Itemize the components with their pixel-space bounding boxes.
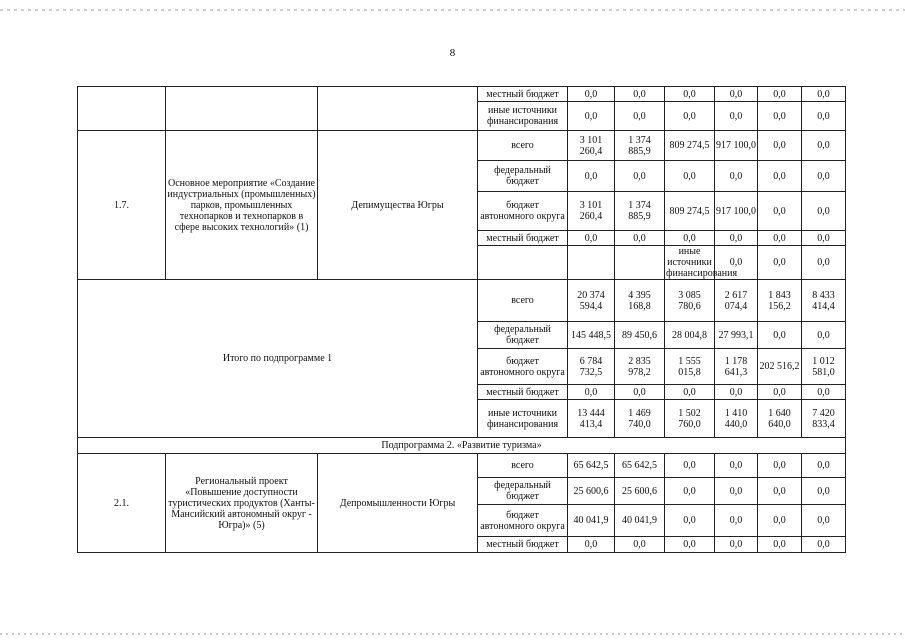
- source-label: федеральный бюджет: [478, 478, 568, 505]
- page-number: 8: [449, 47, 456, 59]
- source-label: федеральный бюджет: [478, 161, 568, 192]
- value-cell: 1 640 640,0: [758, 400, 802, 438]
- value-cell: 0,0: [802, 192, 846, 231]
- value-cell: 0,0: [802, 505, 846, 537]
- source-label: местный бюджет: [478, 87, 568, 102]
- source-label: всего: [478, 280, 568, 322]
- value-cell: 0,0: [715, 246, 758, 280]
- value-cell: 0,0: [568, 537, 615, 553]
- section-number: 2.1.: [78, 454, 166, 553]
- value-cell: 0,0: [568, 231, 615, 246]
- value-cell: 0,0: [615, 161, 665, 192]
- value-cell: 0,0: [665, 537, 715, 553]
- value-cell: 809 274,5: [665, 192, 715, 231]
- value-cell: 917 100,0: [715, 192, 758, 231]
- value-cell: 917 100,0: [715, 131, 758, 161]
- value-cell: 0,0: [665, 161, 715, 192]
- value-cell: 0,0: [665, 478, 715, 505]
- source-label: иные источники финансирования: [666, 246, 738, 279]
- value-cell: 1 555 015,8: [665, 349, 715, 385]
- value-cell: 0,0: [758, 478, 802, 505]
- value-cell: 0,0: [715, 161, 758, 192]
- value-cell: 0,0: [715, 537, 758, 553]
- value-cell: 1 374 885,9: [615, 192, 665, 231]
- value-cell: 0,0: [615, 385, 665, 400]
- value-cell: 0,0: [758, 102, 802, 131]
- value-cell: 0,0: [568, 161, 615, 192]
- value-cell: 1 502 760,0: [665, 400, 715, 438]
- value-cell: 0,0: [665, 454, 715, 478]
- value-cell: 0,0: [802, 161, 846, 192]
- value-cell: 1 178 641,3: [715, 349, 758, 385]
- value-cell: 0,0: [568, 385, 615, 400]
- value-cell: 145 448,5: [568, 322, 615, 349]
- description-cell: [568, 246, 615, 280]
- number-cell: [78, 87, 166, 131]
- value-cell: 0,0: [615, 102, 665, 131]
- value-cell: 0,0: [758, 87, 802, 102]
- scan-artifact-bottom: [0, 633, 905, 635]
- section-number: 1.7.: [78, 131, 166, 280]
- value-cell: 0,0: [802, 385, 846, 400]
- value-cell: 3 101 260,4: [568, 192, 615, 231]
- value-cell: 202 516,2: [758, 349, 802, 385]
- value-cell: 0,0: [568, 87, 615, 102]
- responsible-cell: [318, 87, 478, 131]
- description-cell: [166, 87, 318, 131]
- value-cell: 0,0: [802, 454, 846, 478]
- value-cell: 89 450,6: [615, 322, 665, 349]
- source-label: местный бюджет: [478, 385, 568, 400]
- table-row: [78, 131, 846, 161]
- source-label: бюджет автономного округа: [478, 192, 568, 231]
- value-cell: 0,0: [758, 505, 802, 537]
- value-cell: 8 433 414,4: [802, 280, 846, 322]
- value-cell: 0,0: [802, 87, 846, 102]
- value-cell: 0,0: [758, 322, 802, 349]
- value-cell: 0,0: [758, 231, 802, 246]
- value-cell: 27 993,1: [715, 322, 758, 349]
- source-label: местный бюджет: [478, 231, 568, 246]
- table-row: [78, 454, 846, 478]
- value-cell: 1 374 885,9: [615, 131, 665, 161]
- value-cell: 40 041,9: [568, 505, 615, 537]
- source-label: федеральный бюджет: [478, 322, 568, 349]
- source-label: бюджет автономного округа: [478, 505, 568, 537]
- value-cell: 20 374 594,4: [568, 280, 615, 322]
- source-label: местный бюджет: [478, 537, 568, 553]
- subprogram-title: Подпрограмма 2. «Развитие туризма»: [78, 438, 846, 454]
- value-cell: 0,0: [715, 87, 758, 102]
- value-cell: 1 410 440,0: [715, 400, 758, 438]
- number-cell: [478, 246, 568, 280]
- value-cell: 0,0: [665, 102, 715, 131]
- value-cell: 3 101 260,4: [568, 131, 615, 161]
- value-cell: 0,0: [802, 231, 846, 246]
- value-cell: 0,0: [802, 537, 846, 553]
- section-responsible: Депромышленности Югры: [318, 454, 478, 553]
- value-cell: 0,0: [715, 505, 758, 537]
- value-cell: 0,0: [715, 102, 758, 131]
- value-cell: 65 642,5: [568, 454, 615, 478]
- value-cell: 0,0: [568, 102, 615, 131]
- source-label: иные источники финансирования: [478, 102, 568, 131]
- value-cell: 0,0: [802, 322, 846, 349]
- value-cell: 40 041,9: [615, 505, 665, 537]
- value-cell: 0,0: [615, 231, 665, 246]
- value-cell: 1 843 156,2: [758, 280, 802, 322]
- value-cell: 0,0: [665, 505, 715, 537]
- value-cell: 25 600,6: [568, 478, 615, 505]
- value-cell: 0,0: [715, 454, 758, 478]
- section-responsible: Депимущества Югры: [318, 131, 478, 280]
- value-cell: 0,0: [758, 385, 802, 400]
- section-description: Основное мероприятие «Создание индустриальных (промышленных) парков, промышленных технопарков и технопарков в сфере высоких технологий» (1): [166, 131, 318, 280]
- source-label: всего: [478, 454, 568, 478]
- value-cell: 0,0: [665, 385, 715, 400]
- value-cell: 0,0: [802, 246, 846, 280]
- value-cell: 0,0: [715, 231, 758, 246]
- source-label: бюджет автономного округа: [478, 349, 568, 385]
- section-description: Региональный проект «Повышение доступности туристических продуктов (Ханты-Мансийский автономный округ - Югра)» (5): [166, 454, 318, 553]
- value-cell: 0,0: [665, 87, 715, 102]
- value-cell: 0,0: [665, 231, 715, 246]
- value-cell: 0,0: [615, 87, 665, 102]
- value-cell: 1 469 740,0: [615, 400, 665, 438]
- value-cell: 0,0: [758, 537, 802, 553]
- budget-table: [77, 86, 846, 553]
- value-cell: 0,0: [715, 478, 758, 505]
- value-cell: 0,0: [758, 246, 802, 280]
- value-cell: 2 617 074,4: [715, 280, 758, 322]
- value-cell: 3 085 780,6: [665, 280, 715, 322]
- value-cell: 2 835 978,2: [615, 349, 665, 385]
- source-label: иные источники финансирования: [478, 400, 568, 438]
- value-cell: 0,0: [615, 537, 665, 553]
- table-row: [78, 280, 846, 322]
- value-cell: 0,0: [802, 478, 846, 505]
- value-cell: 6 784 732,5: [568, 349, 615, 385]
- table-row: [78, 438, 846, 454]
- value-cell: 0,0: [758, 131, 802, 161]
- value-cell: 0,0: [802, 102, 846, 131]
- value-cell: 0,0: [758, 454, 802, 478]
- value-cell: 1 012 581,0: [802, 349, 846, 385]
- value-cell: 4 395 168,8: [615, 280, 665, 322]
- subtotal-title: Итого по подпрограмме 1: [78, 280, 478, 438]
- value-cell: 25 600,6: [615, 478, 665, 505]
- value-cell: 28 004,8: [665, 322, 715, 349]
- value-cell: 13 444 413,4: [568, 400, 615, 438]
- value-cell: 809 274,5: [665, 131, 715, 161]
- value-cell: 0,0: [715, 385, 758, 400]
- value-cell: 7 420 833,4: [802, 400, 846, 438]
- value-cell: 0,0: [802, 131, 846, 161]
- value-cell: 0,0: [758, 161, 802, 192]
- table-row: [78, 87, 846, 102]
- scan-artifact-top: [0, 9, 905, 11]
- value-cell: 0,0: [758, 192, 802, 231]
- source-label: всего: [478, 131, 568, 161]
- value-cell: 65 642,5: [615, 454, 665, 478]
- responsible-cell: [615, 246, 665, 280]
